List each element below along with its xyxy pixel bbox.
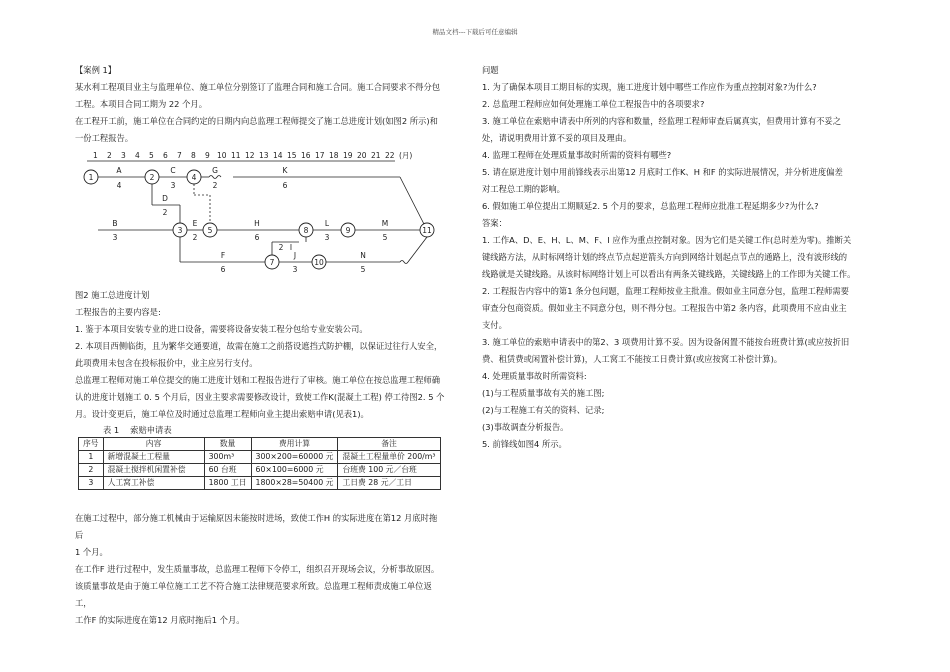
text-line: (2)与工程施工有关的资料、记录; xyxy=(482,405,605,415)
svg-text:4: 4 xyxy=(135,151,140,160)
intro-line: 某水利工程项目业主与监理单位、施工单位分别签订了监理合同和施工合同。施工合同要求不得分包 xyxy=(75,82,441,92)
svg-text:E: E xyxy=(192,219,198,228)
text-line: 1. 为了确保本项目工期目标的实现，施工进度计划中哪些工作应作为重点控制对象?为什么? xyxy=(482,82,817,92)
answers-heading: 答案： xyxy=(482,218,507,228)
node-1: 1 xyxy=(88,173,94,182)
svg-text:21: 21 xyxy=(371,151,381,160)
para-f: 该质量事故是由于施工单位施工工艺不符合施工法律规范要求所致。总监理工程师责成施工单位返工， xyxy=(75,581,432,608)
right-column xyxy=(482,62,877,453)
table-header: 内容 xyxy=(103,438,204,451)
text-line: 费、租赁费或闲置补偿计算)，人工窝工不能按工日费计算(或应按窝工补偿计算)。 xyxy=(482,354,783,364)
svg-text:2: 2 xyxy=(212,181,218,190)
svg-text:(月): (月) xyxy=(399,151,413,160)
table-header: 备注 xyxy=(338,438,440,451)
svg-text:K: K xyxy=(282,166,288,175)
svg-text:1: 1 xyxy=(93,151,98,160)
text-line: 键线路方法，从时标网络计划的终点节点起逆箭头方向到网络计划起点节点的通路上，没有波形线的 xyxy=(482,252,848,262)
svg-text:22: 22 xyxy=(385,151,395,160)
svg-text:9: 9 xyxy=(205,151,210,160)
svg-text:13: 13 xyxy=(259,151,269,160)
svg-text:12: 12 xyxy=(245,151,255,160)
svg-text:11: 11 xyxy=(231,151,241,160)
svg-text:4: 4 xyxy=(116,181,122,190)
node-11: 11 xyxy=(422,226,432,235)
svg-text:6: 6 xyxy=(254,233,260,242)
text-line: 3. 施工单位在索赔申请表中所列的内容和数量，经监理工程师审查后属真实，但费用计算有不妥之 xyxy=(482,116,842,126)
text-line: (1)与工程质量事故有关的施工图; xyxy=(482,388,605,398)
report-item: 2. 本项目西侧临街，且为繁华交通要道，故需在施工之前搭设遮挡式防护棚，以保证过往行人安全， xyxy=(75,341,443,351)
page-header: 精品文档---下载后可任意编辑 xyxy=(432,28,518,36)
svg-text:3: 3 xyxy=(324,233,330,242)
table-row: 3 人工窝工补偿 1800 工日 1800×28=50400 元 工日费 28 元／工日 xyxy=(79,477,441,490)
svg-text:J: J xyxy=(293,251,297,260)
review-line: 总监理工程师对施工单位提交的施工进度计划和工程报告进行了审核。施工单位在按总监理工程师确 xyxy=(75,375,441,385)
svg-text:18: 18 xyxy=(329,151,339,160)
svg-text:C: C xyxy=(170,166,176,175)
text-line: 3. 施工单位的索赔申请表中的第2、3 项费用计算不妥。因为设备闲置不能按台班费计算(或应按折旧 xyxy=(482,337,850,347)
table-row: 1 新增混凝土工程量 300m³ 300×200=60000 元 混凝土工程量单价 200/m³ xyxy=(79,451,441,464)
svg-text:A: A xyxy=(116,166,122,175)
svg-text:H: H xyxy=(254,219,260,228)
month-scale xyxy=(93,151,412,160)
svg-text:6: 6 xyxy=(282,181,288,190)
svg-text:2: 2 xyxy=(162,208,168,217)
svg-text:3: 3 xyxy=(292,265,298,274)
svg-text:2: 2 xyxy=(192,233,198,242)
review-line: 认的进度计划施工 0. 5 个月后，因业主要求需要修改设计，致使工作K(混凝土工程) 停工待图2. 5 个 xyxy=(75,392,445,402)
report-item: 1. 鉴于本项目安装专业的进口设备，需要将设备安装工程分包给专业安装公司。 xyxy=(75,324,368,334)
svg-text:F: F xyxy=(220,251,226,260)
svg-text:I: I xyxy=(289,243,293,252)
svg-text:G: G xyxy=(212,166,218,175)
text-line: 5. 请在原进度计划中用前锋线表示出第12 月底时工作K、H 和F 的实际进展情况，并分析进度偏差 xyxy=(482,167,843,177)
text-line: 2. 工程报告内容中的第1 条分包问题，监理工程师按业主批准。假如业主同意分包，监理工程师需要 xyxy=(482,286,849,296)
svg-text:17: 17 xyxy=(315,151,325,160)
svg-text:14: 14 xyxy=(273,151,283,160)
svg-text:8: 8 xyxy=(191,151,196,160)
table-header: 序号 xyxy=(79,438,104,451)
node-10: 10 xyxy=(314,258,324,267)
svg-text:10: 10 xyxy=(217,151,227,160)
node-5: 5 xyxy=(207,226,213,235)
table-header: 费用计算 xyxy=(251,438,338,451)
review-line: 月。设计变更后，施工单位及时通过总监理工程师向业主提出索赔申请(见表1)。 xyxy=(75,409,369,419)
svg-text:6: 6 xyxy=(163,151,168,160)
text-line: 2. 总监理工程师应如何处理施工单位工程报告中的各项要求? xyxy=(482,99,705,109)
svg-text:N: N xyxy=(360,251,366,260)
para-f: 工作F 的实际进度在第12 月底时拖后1 个月。 xyxy=(75,615,245,625)
table-row: 2 混凝土搅拌机闲置补偿 60 台班 60×100=6000 元 台班费 100 元／台班 xyxy=(79,464,441,477)
node-7: 7 xyxy=(269,258,275,267)
svg-text:5: 5 xyxy=(360,265,366,274)
text-line: 支付。 xyxy=(482,320,507,330)
svg-text:5: 5 xyxy=(149,151,154,160)
report-intro: 工程报告的主要内容是: xyxy=(75,307,161,317)
text-line: 线路就是关键线路。从该时标网络计划上可以看出有两条关键线路，关键线路上的工作即为关键工作。 xyxy=(482,269,856,279)
text-line: (3)事故调查分析报告。 xyxy=(482,422,569,432)
table-caption: 表 1 索赔申请表 xyxy=(103,425,172,435)
svg-text:M: M xyxy=(381,219,389,228)
node-3: 3 xyxy=(177,226,183,235)
node-9: 9 xyxy=(345,226,351,235)
text-line: 4. 监理工程师在处理质量事故时所需的资料有哪些? xyxy=(482,150,672,160)
text-line: 对工程总工期的影响。 xyxy=(482,184,565,194)
svg-text:2: 2 xyxy=(278,243,284,252)
text-line: 4. 处理质量事故时所需资料: xyxy=(482,371,587,381)
figure-caption: 图2 施工总进度计划 xyxy=(75,290,150,300)
svg-text:6: 6 xyxy=(220,265,226,274)
svg-text:3: 3 xyxy=(121,151,126,160)
text-line: 1. 工作A、D、E、H、L、M、F、I 应作为重点控制对象。因为它们是关键工作(总时差为零)。推断关 xyxy=(482,235,852,245)
claim-table xyxy=(78,437,441,490)
text-line: 审查分包商资质。假如业主不同意分包，则不得分包。工程报告中第2 条内容，此项费用不应由业主 xyxy=(482,303,847,313)
intro-line: 一份工程报告。 xyxy=(75,133,134,143)
para-h: 1 个月。 xyxy=(75,547,108,557)
svg-text:7: 7 xyxy=(177,151,182,160)
svg-text:D: D xyxy=(162,194,168,203)
questions-heading: 问题 xyxy=(482,65,499,75)
svg-text:B: B xyxy=(112,219,118,228)
svg-text:15: 15 xyxy=(287,151,297,160)
text-line: 6. 假如施工单位提出工期顺延2. 5 个月的要求，总监理工程师应批准工程延期多少?为什么? xyxy=(482,201,819,211)
para-f: 在工作F 进行过程中，发生质量事故，总监理工程师下令停工，组织召开现场会议，分析事故原因。 xyxy=(75,564,440,574)
intro-line: 工程。本项目合同工期为 22 个月。 xyxy=(75,99,207,109)
svg-text:3: 3 xyxy=(170,181,176,190)
svg-text:5: 5 xyxy=(382,233,388,242)
node-2: 2 xyxy=(149,173,155,182)
case-title: 【案例 1】 xyxy=(75,65,117,75)
network-diagram xyxy=(75,147,445,287)
text-line: 5. 前锋线如图4 所示。 xyxy=(482,439,567,449)
text-line: 处，请说明费用计算不妥的项目及理由。 xyxy=(482,133,632,143)
intro-line: 在工程开工前，施工单位在合同约定的日期内向总监理工程师提交了施工总进度计划(如图2 所示)和 xyxy=(75,116,438,126)
left-column xyxy=(75,62,445,629)
svg-text:16: 16 xyxy=(301,151,311,160)
svg-text:20: 20 xyxy=(357,151,367,160)
report-item: 此项费用未包含在投标报价中，业主应另行支付。 xyxy=(75,358,258,368)
para-h: 在施工过程中，部分施工机械由于运输原因未能按时进场，致使工作H 的实际进度在第12 月底时拖后 xyxy=(75,513,438,540)
svg-text:L: L xyxy=(324,219,330,228)
svg-text:3: 3 xyxy=(112,233,118,242)
table-header: 数量 xyxy=(204,438,251,451)
svg-text:19: 19 xyxy=(343,151,353,160)
node-4: 4 xyxy=(191,173,197,182)
table-header-row xyxy=(79,438,441,451)
svg-text:2: 2 xyxy=(107,151,112,160)
node-8: 8 xyxy=(303,226,309,235)
